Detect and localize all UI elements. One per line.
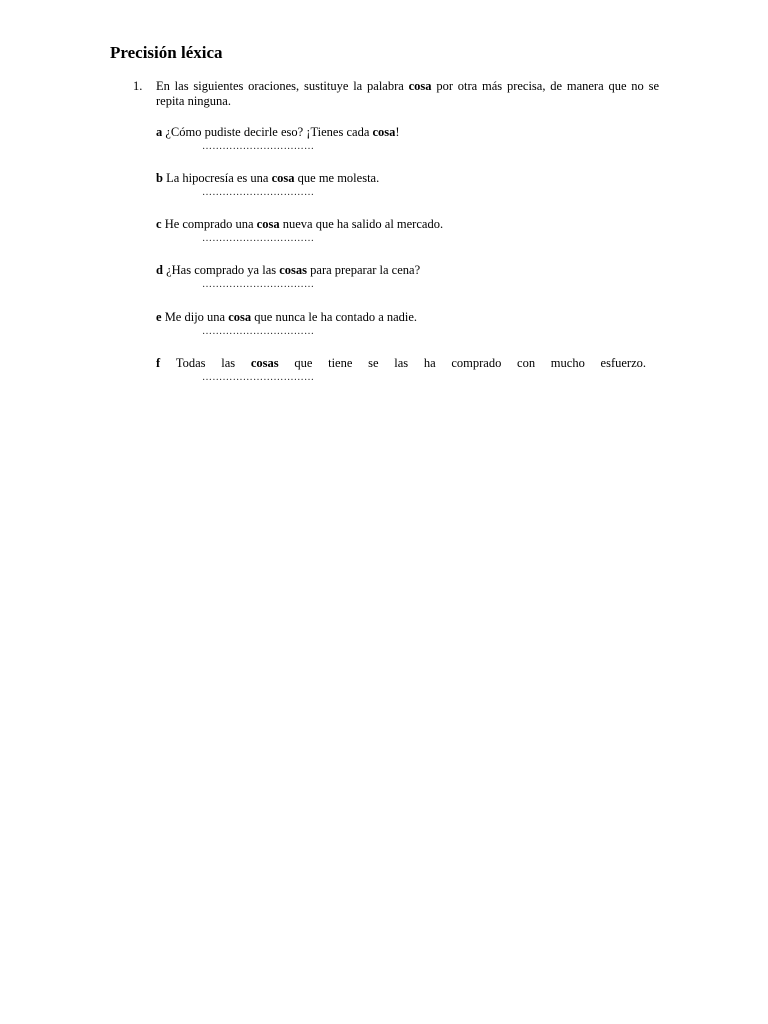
item-keyword: cosas bbox=[279, 263, 308, 277]
item-word: comprado bbox=[451, 356, 502, 370]
item-letter: b bbox=[156, 171, 163, 185]
answer-blank-b: …………………………… bbox=[202, 187, 315, 198]
item-text-before: La hipocresía es una bbox=[162, 171, 272, 185]
item-keyword: cosas bbox=[250, 356, 279, 370]
item-text-after: que me molesta. bbox=[294, 171, 380, 185]
exercise-item-a bbox=[156, 125, 646, 153]
item-word: tiene bbox=[328, 356, 353, 370]
answer-blank-e: …………………………… bbox=[202, 326, 315, 337]
answer-blank-f: …………………………… bbox=[202, 372, 315, 383]
item-keyword: cosa bbox=[271, 171, 295, 185]
item-keyword: cosa bbox=[256, 217, 280, 231]
item-word: ha bbox=[423, 356, 436, 370]
item-word: Todas bbox=[175, 356, 206, 370]
answer-blank-c: …………………………… bbox=[202, 233, 315, 244]
exercise-instructions bbox=[156, 79, 659, 109]
item-text-after: para preparar la cena? bbox=[307, 263, 421, 277]
item-keyword: cosa bbox=[372, 125, 396, 139]
item-sentence bbox=[156, 356, 646, 371]
item-word: con bbox=[517, 356, 536, 370]
item-word: las bbox=[394, 356, 409, 370]
item-word: mucho bbox=[550, 356, 585, 370]
item-sentence bbox=[156, 171, 646, 186]
item-sentence bbox=[156, 263, 646, 278]
exercise-item-b bbox=[156, 171, 646, 199]
item-word: esfuerzo. bbox=[600, 356, 646, 370]
exercise-item-e bbox=[156, 310, 646, 338]
exercise-item-f bbox=[156, 356, 646, 384]
instructions-text-after: por otra más precisa, de manera que no se repita ninguna. bbox=[156, 79, 659, 108]
instructions-keyword: cosa bbox=[408, 79, 432, 93]
item-word: las bbox=[221, 356, 236, 370]
exercise-item-c bbox=[156, 217, 646, 245]
page-title: Precisión léxica bbox=[110, 43, 223, 62]
item-text-before: He comprado una bbox=[161, 217, 257, 231]
item-text-before: Me dijo una bbox=[161, 310, 229, 324]
item-letter: e bbox=[156, 310, 162, 324]
item-text-after: que nunca le ha contado a nadie. bbox=[251, 310, 418, 324]
item-text-before: ¿Has comprado ya las bbox=[162, 263, 280, 277]
instructions-text-before: En las siguientes oraciones, sustituye la palabra bbox=[156, 79, 409, 93]
item-sentence bbox=[156, 125, 646, 140]
answer-blank-a: …………………………… bbox=[202, 141, 315, 152]
item-letter: a bbox=[156, 125, 163, 139]
item-keyword: cosa bbox=[228, 310, 252, 324]
item-sentence bbox=[156, 217, 646, 232]
item-text-after: nueva que ha salido al mercado. bbox=[279, 217, 444, 231]
item-text-after: ! bbox=[395, 125, 400, 139]
answer-blank-d: …………………………… bbox=[202, 279, 315, 290]
exercise-number: 1. bbox=[133, 79, 143, 93]
item-sentence bbox=[156, 310, 646, 325]
item-letter: d bbox=[156, 263, 163, 277]
item-letter: c bbox=[156, 217, 162, 231]
item-text-before: ¿Cómo pudiste decirle eso? ¡Tienes cada bbox=[162, 125, 373, 139]
item-letter: f bbox=[156, 356, 161, 370]
item-word: que bbox=[294, 356, 313, 370]
item-word: se bbox=[368, 356, 379, 370]
exercise-item-d bbox=[156, 263, 646, 291]
